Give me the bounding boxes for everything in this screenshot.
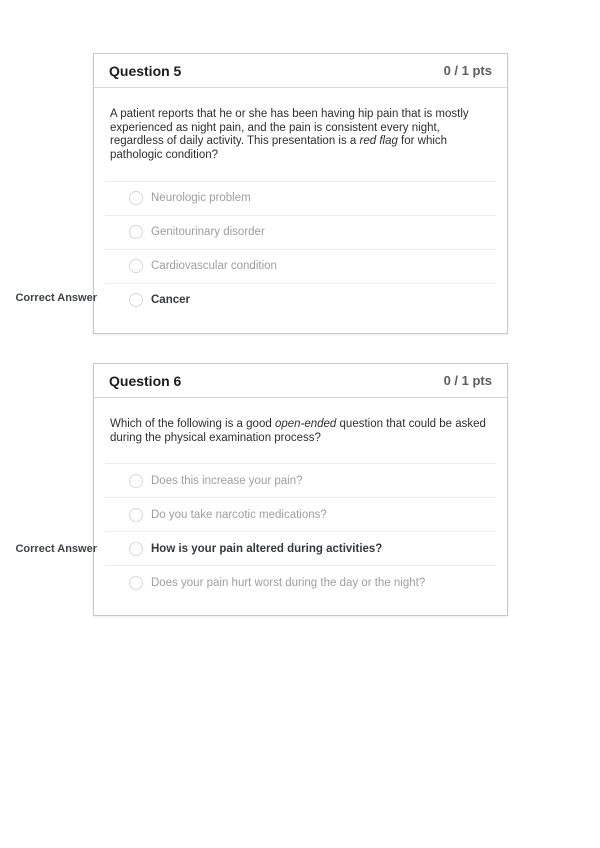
question-text	[110, 418, 491, 445]
question-body	[94, 398, 507, 615]
answer-label: Genitourinary disorder	[151, 226, 265, 239]
answers-list	[105, 181, 496, 317]
answer-option[interactable]	[105, 497, 496, 531]
answer-option[interactable]	[105, 565, 496, 599]
question-text-part: question that could be asked during the physical examination process?	[110, 418, 486, 444]
answer-option[interactable]	[105, 249, 496, 283]
radio-button-icon[interactable]	[129, 293, 143, 307]
question-5-card	[93, 53, 508, 334]
question-text-italic: open-ended	[274, 418, 337, 430]
answer-label: Cancer	[151, 294, 190, 307]
radio-button-icon[interactable]	[129, 191, 143, 205]
radio-button-icon[interactable]	[129, 474, 143, 488]
radio-button-icon[interactable]	[129, 576, 143, 590]
question-text	[110, 108, 491, 163]
answer-option[interactable]	[105, 181, 496, 215]
question-6-header	[94, 364, 507, 398]
answer-label: Cardiovascular condition	[151, 260, 277, 273]
answer-label: Does this increase your pain?	[151, 474, 303, 487]
correct-answer-flag: Correct Answer	[15, 292, 97, 304]
answer-label: Neurologic problem	[151, 192, 251, 205]
radio-button-icon[interactable]	[129, 259, 143, 273]
question-text-part: A patient reports that he or she has been having hip pain that is mostly experienced as night pain, and the pain is consistent every night, regardless of daily activity. This presentation is a	[110, 108, 469, 148]
radio-button-icon[interactable]	[129, 508, 143, 522]
question-text-italic: red flag	[359, 135, 398, 148]
answer-label: Do you take narcotic medications?	[151, 508, 327, 521]
question-5-header	[94, 54, 507, 88]
question-text-part: Which of the following is a good	[110, 418, 275, 430]
radio-button-icon[interactable]	[129, 225, 143, 239]
answer-option-correct[interactable]	[105, 283, 496, 317]
question-points: 0 / 1 pts	[443, 63, 492, 78]
question-points: 0 / 1 pts	[443, 373, 492, 388]
answer-label: Does your pain hurt worst during the day or the night?	[151, 576, 426, 589]
question-title: Question 6	[109, 372, 182, 389]
correct-answer-flag: Correct Answer	[15, 543, 97, 555]
answer-option-correct[interactable]	[105, 531, 496, 565]
question-text-part: for which pathologic condition?	[110, 135, 448, 162]
question-body	[94, 88, 507, 333]
question-title: Question 5	[109, 62, 182, 79]
question-6-card	[93, 363, 508, 616]
answers-list	[105, 463, 496, 599]
answer-option[interactable]	[105, 463, 496, 497]
answer-option[interactable]	[105, 215, 496, 249]
radio-button-icon[interactable]	[129, 542, 143, 556]
answer-label: How is your pain altered during activities?	[151, 542, 383, 555]
